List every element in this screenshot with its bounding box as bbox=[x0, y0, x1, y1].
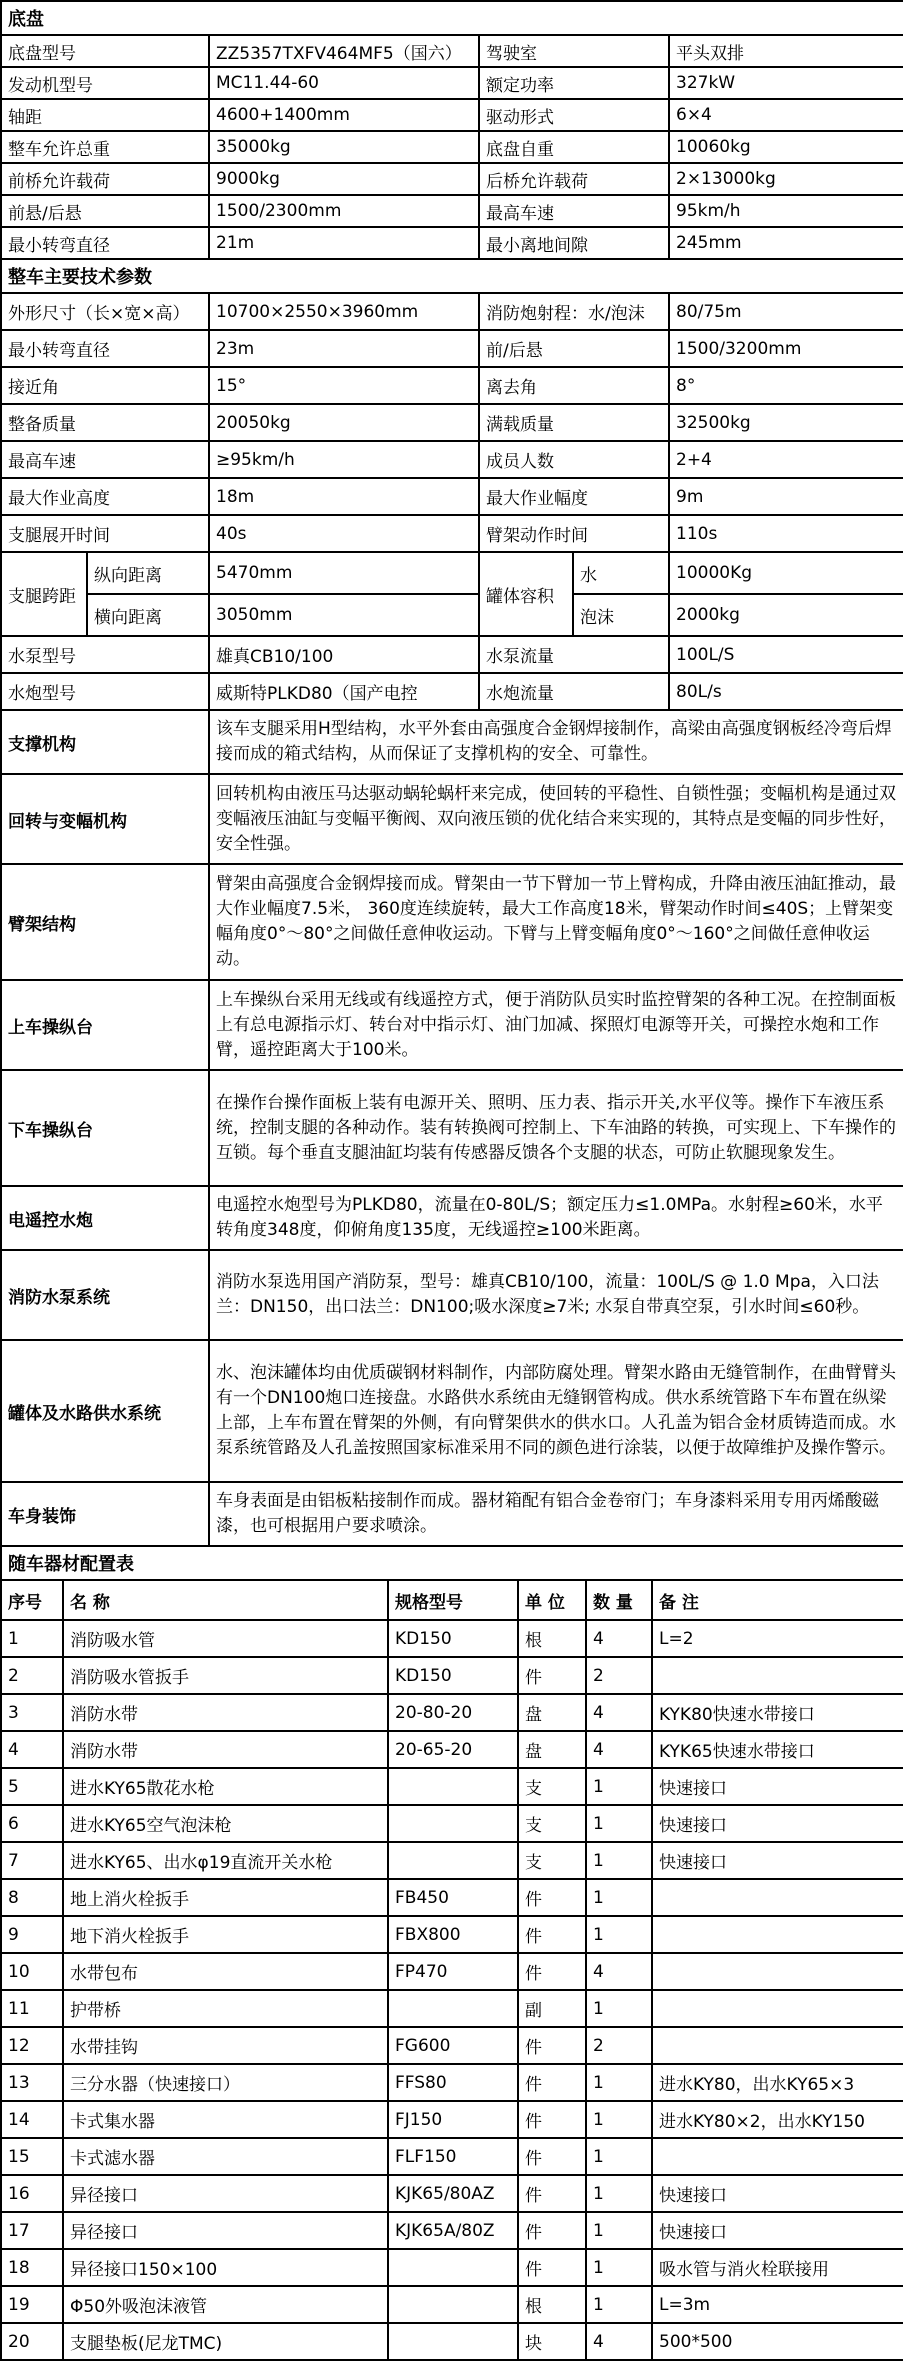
table-row bbox=[1, 1070, 903, 1186]
spec-value: 2×13000kg bbox=[669, 163, 903, 195]
table-row bbox=[1, 636, 903, 673]
spec-value: 5470mm bbox=[209, 552, 479, 594]
cell-no: 4 bbox=[1, 1731, 63, 1768]
table-row bbox=[1, 1340, 903, 1482]
cell-name: 消防水带 bbox=[63, 1694, 388, 1731]
spec-label: 驱动形式 bbox=[479, 99, 669, 131]
cell-qty: 1 bbox=[586, 1842, 652, 1879]
section-text: 水、泡沫罐体均由优质碳钢材料制作，内部防腐处理。臂架水路由无缝管制作，在曲臂臂头有一个DN100炮口连接盘。水路供水系统由无缝钢管构成。供水系统管路下车布置在纵梁上部，上车布置在臂架的外侧，有向臂架供水的供水口。人孔盖为铝合金材质铸造而成。水泵系统管路及人孔盖按照国家标准采用不同的颜色进行涂装，以便于故障维护及操作警示。 bbox=[209, 1340, 903, 1482]
spec-label: 水泵流量 bbox=[479, 636, 669, 673]
cell-unit: 支 bbox=[518, 1805, 586, 1842]
cell-name: 消防吸水管 bbox=[63, 1620, 388, 1657]
table-row bbox=[1, 774, 903, 864]
cell-note: 快速接口 bbox=[652, 1805, 903, 1842]
cell-name: 卡式集水器 bbox=[63, 2101, 388, 2138]
table-row bbox=[1, 1186, 903, 1250]
cell-qty: 4 bbox=[586, 1953, 652, 1990]
cell-qty: 1 bbox=[586, 2064, 652, 2101]
cell-model: FG600 bbox=[388, 2027, 518, 2064]
cell-unit: 件 bbox=[518, 2249, 586, 2286]
cell-qty: 4 bbox=[586, 1694, 652, 1731]
cell-unit: 件 bbox=[518, 1657, 586, 1694]
section-text: 该车支腿采用H型结构，水平外套由高强度合金钢焊接制作，高梁由高强度钢板经冷弯后焊接而成的箱式结构，从而保证了支撑机构的安全、可靠性。 bbox=[209, 710, 903, 774]
cell-unit: 支 bbox=[518, 1842, 586, 1879]
cell-name: 三分水器（快速接口） bbox=[63, 2064, 388, 2101]
spec-value: 6×4 bbox=[669, 99, 903, 131]
cell-unit: 块 bbox=[518, 2323, 586, 2360]
table-row bbox=[1, 2027, 903, 2064]
spec-value: 雄真CB10/100 bbox=[209, 636, 479, 673]
cell-qty: 1 bbox=[586, 1805, 652, 1842]
spec-label: 接近角 bbox=[1, 367, 209, 404]
cell-note: 进水KY80，出水KY65×3 bbox=[652, 2064, 903, 2101]
spec-value: 40s bbox=[209, 515, 479, 552]
cell-no: 9 bbox=[1, 1916, 63, 1953]
cell-note bbox=[652, 1879, 903, 1916]
spec-value: 9000kg bbox=[209, 163, 479, 195]
equipment-table bbox=[0, 1545, 903, 2361]
params-table bbox=[0, 258, 903, 553]
cell-name: 异径接口150×100 bbox=[63, 2249, 388, 2286]
table-row bbox=[1, 131, 903, 163]
table-row bbox=[1, 1250, 903, 1340]
spec-label: 最高车速 bbox=[479, 195, 669, 227]
table-row bbox=[1, 367, 903, 404]
spec-value: 23m bbox=[209, 330, 479, 367]
spec-value: 80L/s bbox=[669, 673, 903, 710]
section-text: 车身表面是由铝板粘接制作而成。器材箱配有铝合金卷帘门；车身漆料采用专用丙烯酸磁漆，也可根据用户要求喷涂。 bbox=[209, 1482, 903, 1546]
spec-sublabel: 泡沫 bbox=[573, 594, 669, 636]
cell-qty: 4 bbox=[586, 2323, 652, 2360]
section-text: 消防水泵选用国产消防泵，型号：雄真CB10/100，流量：100L/S @ 1.0 Mpa，入口法兰：DN150，出口法兰：DN100;吸水深度≥7米; 水泵自带真空泵，引水时间≤60秒。 bbox=[209, 1250, 903, 1340]
cell-model: 20-80-20 bbox=[388, 1694, 518, 1731]
cell-qty: 1 bbox=[586, 1916, 652, 1953]
table-row bbox=[1, 404, 903, 441]
cell-qty: 1 bbox=[586, 2175, 652, 2212]
spec-value: 威斯特PLKD80（国产电控 bbox=[209, 673, 479, 710]
spec-label: 支腿跨距 bbox=[1, 552, 87, 636]
cell-name: 地上消火栓扳手 bbox=[63, 1879, 388, 1916]
cell-no: 20 bbox=[1, 2323, 63, 2360]
cell-name: 水带包布 bbox=[63, 1953, 388, 1990]
table-row bbox=[1, 864, 903, 980]
table-row bbox=[1, 478, 903, 515]
cell-name: 进水KY65散花水枪 bbox=[63, 1768, 388, 1805]
spec-label: 轴距 bbox=[1, 99, 209, 131]
cell-no: 17 bbox=[1, 2212, 63, 2249]
cell-model: FJ150 bbox=[388, 2101, 518, 2138]
spec-value: 18m bbox=[209, 478, 479, 515]
cell-name: 进水KY65空气泡沫枪 bbox=[63, 1805, 388, 1842]
spec-value: 2+4 bbox=[669, 441, 903, 478]
cell-unit: 副 bbox=[518, 1990, 586, 2027]
cell-no: 2 bbox=[1, 1657, 63, 1694]
col-header-qty: 数 量 bbox=[586, 1580, 652, 1620]
cell-no: 13 bbox=[1, 2064, 63, 2101]
col-header-model: 规格型号 bbox=[388, 1580, 518, 1620]
spec-value: 80/75m bbox=[669, 293, 903, 330]
spec-value: 8° bbox=[669, 367, 903, 404]
cell-qty: 2 bbox=[586, 1657, 652, 1694]
table-header-row bbox=[1, 1580, 903, 1620]
table-row bbox=[1, 441, 903, 478]
cell-model bbox=[388, 2249, 518, 2286]
spec-label: 发动机型号 bbox=[1, 67, 209, 99]
cell-model: KJK65/80AZ bbox=[388, 2175, 518, 2212]
spec-label: 驾驶室 bbox=[479, 35, 669, 67]
table-row bbox=[1, 195, 903, 227]
cell-qty: 4 bbox=[586, 1731, 652, 1768]
table-row bbox=[1, 67, 903, 99]
cell-note: 快速接口 bbox=[652, 1842, 903, 1879]
spec-sublabel: 纵向距离 bbox=[87, 552, 209, 594]
cell-note: 吸水管与消火栓联接用 bbox=[652, 2249, 903, 2286]
cell-name: 卡式滤水器 bbox=[63, 2138, 388, 2175]
chassis-table bbox=[0, 0, 903, 260]
cell-unit: 件 bbox=[518, 2212, 586, 2249]
spec-label: 后桥允许载荷 bbox=[479, 163, 669, 195]
cell-name: 地下消火栓扳手 bbox=[63, 1916, 388, 1953]
cell-note: 快速接口 bbox=[652, 2175, 903, 2212]
spec-label: 最小转弯直径 bbox=[1, 330, 209, 367]
col-header-no: 序号 bbox=[1, 1580, 63, 1620]
cell-no: 8 bbox=[1, 1879, 63, 1916]
cell-unit: 件 bbox=[518, 1916, 586, 1953]
cell-no: 19 bbox=[1, 2286, 63, 2323]
spec-value: 10700×2550×3960mm bbox=[209, 293, 479, 330]
description-table bbox=[0, 709, 903, 1547]
cell-note: 进水KY80×2，出水KY150 bbox=[652, 2101, 903, 2138]
table-row bbox=[1, 980, 903, 1070]
cell-no: 10 bbox=[1, 1953, 63, 1990]
section-label: 回转与变幅机构 bbox=[1, 774, 209, 864]
cell-model: FB450 bbox=[388, 1879, 518, 1916]
cell-note: KYK80快速水带接口 bbox=[652, 1694, 903, 1731]
spec-value: 245mm bbox=[669, 227, 903, 259]
cell-note: KYK65快速水带接口 bbox=[652, 1731, 903, 1768]
spec-value: 1500/3200mm bbox=[669, 330, 903, 367]
section-label: 臂架结构 bbox=[1, 864, 209, 980]
cell-unit: 根 bbox=[518, 2286, 586, 2323]
col-header-name: 名 称 bbox=[63, 1580, 388, 1620]
spec-label: 最大作业高度 bbox=[1, 478, 209, 515]
table-row bbox=[1, 2175, 903, 2212]
cell-model: KD150 bbox=[388, 1657, 518, 1694]
cell-unit: 支 bbox=[518, 1768, 586, 1805]
cell-name: 消防吸水管扳手 bbox=[63, 1657, 388, 1694]
cell-no: 18 bbox=[1, 2249, 63, 2286]
cell-no: 6 bbox=[1, 1805, 63, 1842]
table-row bbox=[1, 1, 903, 35]
cell-unit: 件 bbox=[518, 2027, 586, 2064]
spec-label: 整备质量 bbox=[1, 404, 209, 441]
col-header-note: 备 注 bbox=[652, 1580, 903, 1620]
cell-no: 1 bbox=[1, 1620, 63, 1657]
cell-no: 5 bbox=[1, 1768, 63, 1805]
section-text: 回转机构由液压马达驱动蜗轮蜗杆来完成，使回转的平稳性、自锁性强；变幅机构是通过双变幅液压油缸与变幅平衡阀、双向液压锁的优化结合来实现的，其特点是变幅的同步性好，安全性强。 bbox=[209, 774, 903, 864]
table-row bbox=[1, 163, 903, 195]
pump-table bbox=[0, 635, 903, 711]
section-label: 下车操纵台 bbox=[1, 1070, 209, 1186]
cell-model bbox=[388, 2286, 518, 2323]
cell-unit: 根 bbox=[518, 1620, 586, 1657]
table-row bbox=[1, 1768, 903, 1805]
cell-unit: 盘 bbox=[518, 1694, 586, 1731]
section-title-chassis: 底盘 bbox=[1, 1, 903, 35]
spec-value: 20050kg bbox=[209, 404, 479, 441]
spec-value: 平头双排 bbox=[669, 35, 903, 67]
cell-model: KD150 bbox=[388, 1620, 518, 1657]
table-row bbox=[1, 710, 903, 774]
spec-label: 最小转弯直径 bbox=[1, 227, 209, 259]
spec-value: MC11.44-60 bbox=[209, 67, 479, 99]
cell-model bbox=[388, 1990, 518, 2027]
table-row bbox=[1, 594, 903, 636]
cell-model bbox=[388, 2323, 518, 2360]
table-row bbox=[1, 1620, 903, 1657]
cell-name: 水带挂钩 bbox=[63, 2027, 388, 2064]
cell-unit: 件 bbox=[518, 1953, 586, 1990]
section-text: 电遥控水炮型号为PLKD80，流量在0-80L/S；额定压力≤1.0MPa。水射程≥60米，水平转角度348度，仰俯角度135度，无线遥控≥100米距离。 bbox=[209, 1186, 903, 1250]
cell-note: 500*500 bbox=[652, 2323, 903, 2360]
section-label: 支撑机构 bbox=[1, 710, 209, 774]
spec-value: 21m bbox=[209, 227, 479, 259]
spec-value: 10060kg bbox=[669, 131, 903, 163]
cell-name: 异径接口 bbox=[63, 2212, 388, 2249]
table-row bbox=[1, 1990, 903, 2027]
cell-note: L=3m bbox=[652, 2286, 903, 2323]
table-row bbox=[1, 99, 903, 131]
section-title-equipment: 随车器材配置表 bbox=[1, 1546, 903, 1580]
table-row bbox=[1, 515, 903, 552]
cell-name: Φ50外吸泡沫液管 bbox=[63, 2286, 388, 2323]
table-row bbox=[1, 330, 903, 367]
spec-value: 327kW bbox=[669, 67, 903, 99]
table-row bbox=[1, 227, 903, 259]
spec-label: 前悬/后悬 bbox=[1, 195, 209, 227]
cell-no: 3 bbox=[1, 1694, 63, 1731]
spec-label: 外形尺寸（长×宽×高） bbox=[1, 293, 209, 330]
spec-value: 10000Kg bbox=[669, 552, 903, 594]
spec-label: 整车允许总重 bbox=[1, 131, 209, 163]
spec-label: 罐体容积 bbox=[479, 552, 573, 636]
spec-value: 9m bbox=[669, 478, 903, 515]
table-row bbox=[1, 2249, 903, 2286]
cell-no: 7 bbox=[1, 1842, 63, 1879]
cell-model: FBX800 bbox=[388, 1916, 518, 1953]
cell-qty: 1 bbox=[586, 2101, 652, 2138]
spec-value: 4600+1400mm bbox=[209, 99, 479, 131]
cell-note bbox=[652, 2138, 903, 2175]
section-text: 在操作台操作面板上装有电源开关、照明、压力表、指示开关,水平仪等。操作下车液压系统，控制支腿的各种动作。装有转换阀可控制上、下车油路的转换，可实现上、下车操作的互锁。每个垂直支腿油缸均装有传感器反馈各个支腿的状态，可防止软腿现象发生。 bbox=[209, 1070, 903, 1186]
spec-value: 3050mm bbox=[209, 594, 479, 636]
cell-no: 16 bbox=[1, 2175, 63, 2212]
table-row bbox=[1, 2064, 903, 2101]
table-row bbox=[1, 1657, 903, 1694]
spec-label: 消防炮射程：水/泡沫 bbox=[479, 293, 669, 330]
table-row bbox=[1, 2101, 903, 2138]
spec-label: 水炮型号 bbox=[1, 673, 209, 710]
spec-label: 离去角 bbox=[479, 367, 669, 404]
table-row bbox=[1, 2212, 903, 2249]
cell-no: 12 bbox=[1, 2027, 63, 2064]
spec-label: 水泵型号 bbox=[1, 636, 209, 673]
section-label: 车身装饰 bbox=[1, 1482, 209, 1546]
spec-value: 2000kg bbox=[669, 594, 903, 636]
table-row bbox=[1, 1879, 903, 1916]
cell-model: KJK65A/80Z bbox=[388, 2212, 518, 2249]
spec-sublabel: 水 bbox=[573, 552, 669, 594]
table-row bbox=[1, 293, 903, 330]
spec-value: ZZ5357TXFV464MF5（国六） bbox=[209, 35, 479, 67]
section-label: 电遥控水炮 bbox=[1, 1186, 209, 1250]
spec-value: 35000kg bbox=[209, 131, 479, 163]
cell-model: FP470 bbox=[388, 1953, 518, 1990]
table-row bbox=[1, 35, 903, 67]
cell-name: 异径接口 bbox=[63, 2175, 388, 2212]
table-row bbox=[1, 1842, 903, 1879]
cell-note: L=2 bbox=[652, 1620, 903, 1657]
cell-unit: 件 bbox=[518, 2138, 586, 2175]
cell-model: FFS80 bbox=[388, 2064, 518, 2101]
spec-value: 15° bbox=[209, 367, 479, 404]
table-row bbox=[1, 2286, 903, 2323]
spec-label: 臂架动作时间 bbox=[479, 515, 669, 552]
table-row bbox=[1, 259, 903, 293]
table-row bbox=[1, 1805, 903, 1842]
spec-value: 95km/h bbox=[669, 195, 903, 227]
spec-value: 32500kg bbox=[669, 404, 903, 441]
cell-name: 支腿垫板(尼龙TMC) bbox=[63, 2323, 388, 2360]
cell-note: 快速接口 bbox=[652, 1768, 903, 1805]
table-row bbox=[1, 1546, 903, 1580]
spec-label: 前桥允许载荷 bbox=[1, 163, 209, 195]
cell-model: 20-65-20 bbox=[388, 1731, 518, 1768]
cell-model bbox=[388, 1768, 518, 1805]
cell-qty: 1 bbox=[586, 1879, 652, 1916]
spec-label: 前/后悬 bbox=[479, 330, 669, 367]
table-row bbox=[1, 1916, 903, 1953]
section-title-params: 整车主要技术参数 bbox=[1, 259, 903, 293]
cell-qty: 4 bbox=[586, 1620, 652, 1657]
cell-no: 15 bbox=[1, 2138, 63, 2175]
table-row bbox=[1, 673, 903, 710]
spec-label: 水炮流量 bbox=[479, 673, 669, 710]
section-text: 臂架由高强度合金钢焊接而成。臂架由一节下臂加一节上臂构成，升降由液压油缸推动，最大作业幅度7.5米， 360度连续旋转，最大工作高度18米，臂架动作时间≤40S；上臂架变幅角度0°～80°之间做任意伸收运动。下臂与上臂变幅角度0°～160°之间做任意伸收运动。 bbox=[209, 864, 903, 980]
spec-label: 底盘型号 bbox=[1, 35, 209, 67]
cell-note bbox=[652, 1657, 903, 1694]
table-row bbox=[1, 1953, 903, 1990]
spec-label: 满载质量 bbox=[479, 404, 669, 441]
spec-label: 支腿展开时间 bbox=[1, 515, 209, 552]
cell-qty: 1 bbox=[586, 1990, 652, 2027]
cell-name: 护带桥 bbox=[63, 1990, 388, 2027]
section-label: 消防水泵系统 bbox=[1, 1250, 209, 1340]
table-row bbox=[1, 2323, 903, 2360]
cell-unit: 件 bbox=[518, 2101, 586, 2138]
span-table bbox=[0, 551, 903, 637]
cell-name: 消防水带 bbox=[63, 1731, 388, 1768]
cell-no: 14 bbox=[1, 2101, 63, 2138]
cell-model: FLF150 bbox=[388, 2138, 518, 2175]
section-label: 罐体及水路供水系统 bbox=[1, 1340, 209, 1482]
table-row bbox=[1, 1694, 903, 1731]
spec-label: 额定功率 bbox=[479, 67, 669, 99]
cell-qty: 1 bbox=[586, 2212, 652, 2249]
section-label: 上车操纵台 bbox=[1, 980, 209, 1070]
spec-label: 成员人数 bbox=[479, 441, 669, 478]
table-row bbox=[1, 552, 903, 594]
spec-value: 1500/2300mm bbox=[209, 195, 479, 227]
cell-qty: 1 bbox=[586, 2249, 652, 2286]
spec-label: 最小离地间隙 bbox=[479, 227, 669, 259]
spec-sublabel: 横向距离 bbox=[87, 594, 209, 636]
cell-model bbox=[388, 1805, 518, 1842]
cell-qty: 2 bbox=[586, 2027, 652, 2064]
cell-no: 11 bbox=[1, 1990, 63, 2027]
table-row bbox=[1, 2138, 903, 2175]
cell-note bbox=[652, 2027, 903, 2064]
cell-qty: 1 bbox=[586, 2138, 652, 2175]
spec-value: 100L/S bbox=[669, 636, 903, 673]
cell-unit: 件 bbox=[518, 1879, 586, 1916]
spec-label: 最高车速 bbox=[1, 441, 209, 478]
spec-value: ≥95km/h bbox=[209, 441, 479, 478]
cell-note bbox=[652, 1990, 903, 2027]
spec-value: 110s bbox=[669, 515, 903, 552]
section-text: 上车操纵台采用无线或有线遥控方式，便于消防队员实时监控臂架的各种工况。在控制面板上有总电源指示灯、转台对中指示灯、油门加减、探照灯电源等开关，可操控水炮和工作臂，遥控距离大于100米。 bbox=[209, 980, 903, 1070]
cell-name: 进水KY65、出水φ19直流开关水枪 bbox=[63, 1842, 388, 1879]
col-header-unit: 单 位 bbox=[518, 1580, 586, 1620]
cell-qty: 1 bbox=[586, 1768, 652, 1805]
cell-note: 快速接口 bbox=[652, 2212, 903, 2249]
spec-label: 最大作业幅度 bbox=[479, 478, 669, 515]
table-row bbox=[1, 1731, 903, 1768]
cell-unit: 盘 bbox=[518, 1731, 586, 1768]
cell-unit: 件 bbox=[518, 2175, 586, 2212]
cell-qty: 1 bbox=[586, 2286, 652, 2323]
table-row bbox=[1, 1482, 903, 1546]
cell-model bbox=[388, 1842, 518, 1879]
spec-label: 底盘自重 bbox=[479, 131, 669, 163]
cell-note bbox=[652, 1953, 903, 1990]
cell-unit: 件 bbox=[518, 2064, 586, 2101]
cell-note bbox=[652, 1916, 903, 1953]
